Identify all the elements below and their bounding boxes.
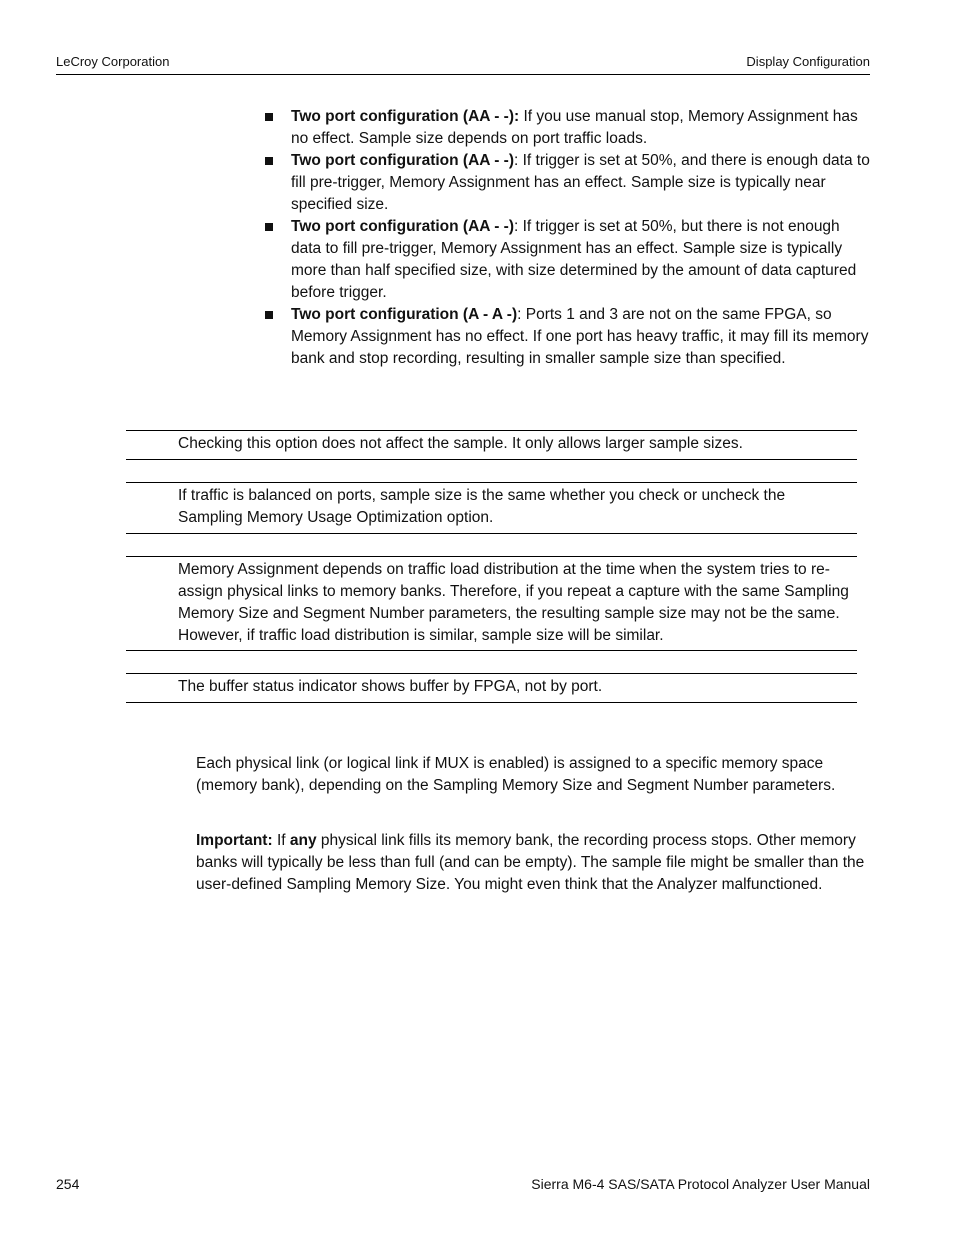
- configuration-bullet-list: [264, 106, 872, 370]
- note-text: The buffer status indicator shows buffer by FPGA, not by port.: [178, 678, 603, 695]
- list-item: [264, 150, 872, 216]
- header-company: LeCroy Corporation: [56, 54, 170, 69]
- note-box: [126, 673, 857, 703]
- list-item: [264, 304, 872, 370]
- page-header: [56, 52, 870, 75]
- note-text: Memory Assignment depends on traffic load distribution at the time when the system tries to re-assign physical links to memory banks. Therefore, if you repeat a capture with the same Sampling Memory Size and Segment Number parameters, the resulting sample size may not be the same. However, if traffic load distribution is similar, sample size will be similar.: [178, 561, 849, 644]
- bullet-text: : Ports 1 and 3 are not on the same FPGA, so Memory Assignment has no effect. If one port has heavy traffic, it may fill its memory bank and stop recording, resulting in smaller sample size than specified.: [291, 306, 869, 367]
- bullet-text: : If trigger is set at 50%, but there is not enough data to fill pre-trigger, Memory Assignment has an effect. Sample size is typically more than half specified size, with size determined by the amount of data captured before trigger.: [291, 218, 857, 301]
- square-bullet-icon: [265, 157, 273, 165]
- bullet-label: Two port configuration (A - A -): [291, 306, 518, 323]
- bullet-label: Two port configuration (AA - -): [291, 218, 514, 235]
- square-bullet-icon: [265, 113, 273, 121]
- bullet-text: If you use manual stop, Memory Assignment has no effect. Sample size depends on port traffic loads.: [291, 108, 858, 147]
- important-label: Important:: [196, 832, 273, 849]
- list-item: [264, 216, 872, 304]
- important-text-part2: physical link fills its memory bank, the recording process stops. Other memory banks will typically be less than full (and can be empty). The sample file might be smaller than the user-defined Sampling Memory Size. You might even think that the Analyzer malfunctioned.: [196, 832, 865, 893]
- page-number: 254: [56, 1176, 80, 1192]
- memory-assignment-paragraph: Each physical link (or logical link if MUX is enabled) is assigned to a specific memory space (memory bank), depending on the Sampling Memory Size and Segment Number parameters.: [196, 755, 836, 794]
- important-paragraph: [196, 830, 872, 896]
- important-text-part1: If: [272, 832, 290, 849]
- square-bullet-icon: [265, 311, 273, 319]
- note-text: Checking this option does not affect the sample. It only allows larger sample sizes.: [178, 435, 743, 452]
- bullet-text: : If trigger is set at 50%, and there is enough data to fill pre-trigger, Memory Assignment has an effect. Sample size is typically near specified size.: [291, 152, 870, 213]
- note-box: [126, 430, 857, 460]
- emphasis-any: any: [289, 832, 317, 849]
- manual-title: Sierra M6-4 SAS/SATA Protocol Analyzer User Manual: [531, 1176, 870, 1192]
- list-item: [264, 106, 872, 150]
- header-section-title: Display Configuration: [746, 54, 870, 69]
- note-text: If traffic is balanced on ports, sample size is the same whether you check or uncheck the Sampling Memory Usage Optimization option.: [178, 487, 786, 526]
- square-bullet-icon: [265, 223, 273, 231]
- bullet-label: Two port configuration (AA - -): [291, 152, 514, 169]
- note-box: [126, 556, 857, 651]
- bullet-label: Two port configuration (AA - -):: [291, 108, 520, 125]
- note-box: [126, 482, 857, 534]
